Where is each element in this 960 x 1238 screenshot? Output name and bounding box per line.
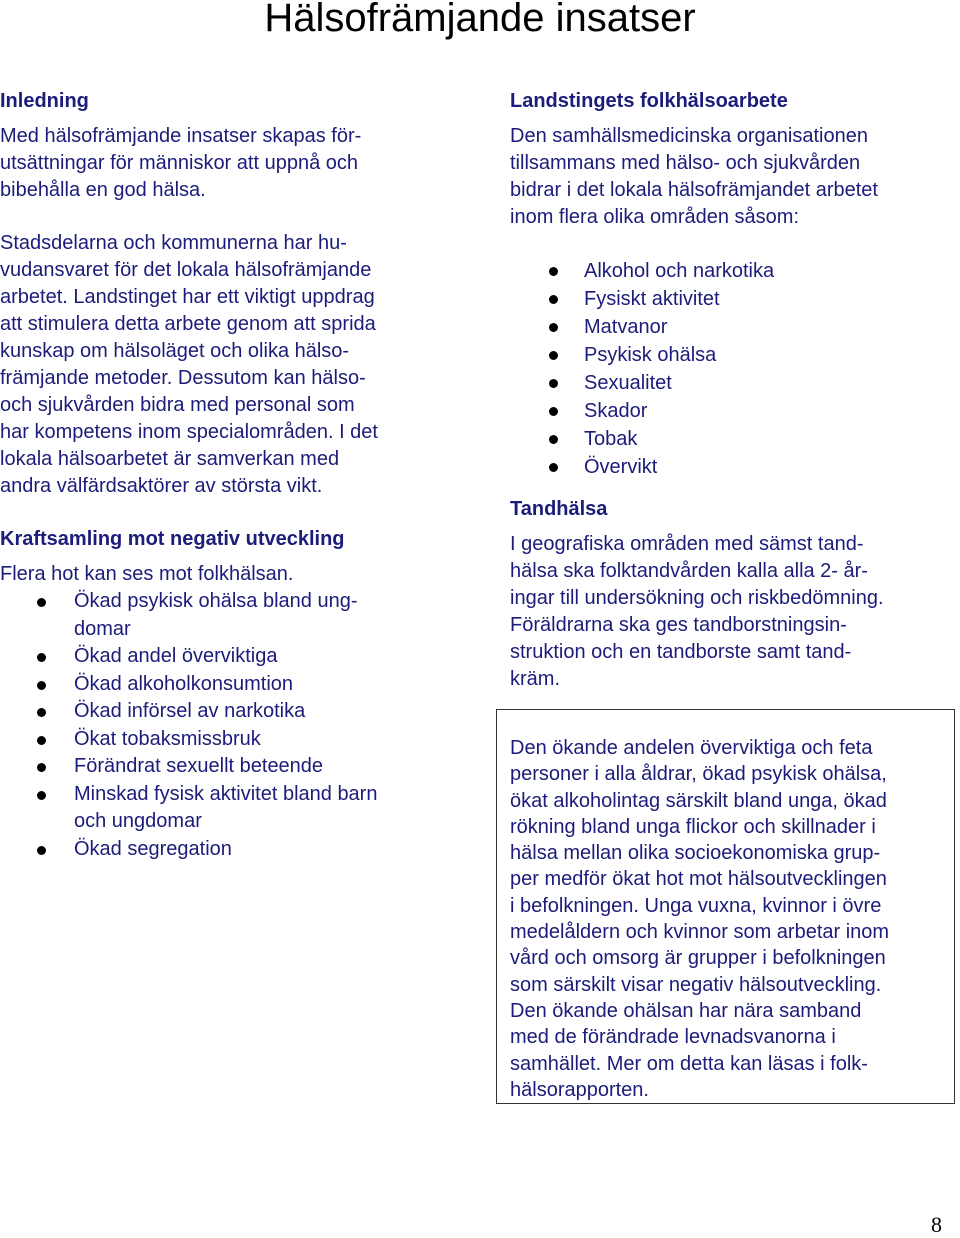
list-item	[0, 836, 470, 864]
bullet-icon	[549, 267, 558, 276]
list-item	[0, 781, 470, 836]
list-item	[510, 341, 950, 369]
list-item	[0, 753, 470, 781]
list-item	[510, 397, 950, 425]
list-item-text: Sexualitet	[584, 372, 672, 394]
list-item	[510, 425, 950, 453]
kraftsamling-heading: Kraftsamling mot negativ utveckling	[0, 528, 345, 550]
list-item-text: Ökad andel överviktiga	[74, 645, 278, 667]
bullet-icon	[37, 681, 46, 690]
tandhalsa-heading: Tandhälsa	[510, 498, 608, 520]
bullet-icon	[549, 379, 558, 388]
list-item	[510, 257, 950, 285]
list-item	[510, 453, 950, 481]
tandhalsa-paragraph: I geografiska områden med sämst tand- hälsa ska folktandvården kalla alla 2- år- ingar till undersökning och riskbedömning. Föräldrarna ska ges tandborstningsin- struktion och en tandborste samt tand- kräm.	[510, 533, 884, 690]
landsting-paragraph: Den samhällsmedicinska organisationen tillsammans med hälso- och sjukvården bidrar i det lokala hälsofrämjandet arbetet inom flera olika områden såsom:	[510, 125, 878, 228]
list-item-text: Minskad fysisk aktivitet bland barn och ungdomar	[74, 782, 378, 832]
kraftsamling-intro: Flera hot kan ses mot folkhälsan.	[0, 563, 294, 585]
left-column	[0, 88, 470, 863]
intro-heading: Inledning	[0, 90, 89, 112]
list-item-text: Skador	[584, 400, 648, 422]
bullet-icon	[37, 598, 46, 607]
right-column	[510, 88, 950, 693]
list-item	[0, 671, 470, 699]
list-item-text: Ökad införsel av narkotika	[74, 700, 306, 722]
intro-paragraph-1: Med hälsofrämjande insatser skapas för- utsättningar för människor att uppnå och bibehålla en god hälsa.	[0, 125, 362, 201]
list-item	[0, 588, 470, 643]
list-item-text: Övervikt	[584, 456, 658, 478]
list-item	[510, 369, 950, 397]
bullet-icon	[37, 846, 46, 855]
bullet-icon	[549, 295, 558, 304]
list-item	[510, 313, 950, 341]
list-item	[0, 698, 470, 726]
threat-list	[0, 588, 470, 863]
bullet-icon	[549, 407, 558, 416]
list-item-text: Alkohol och narkotika	[584, 260, 775, 282]
list-item-text: Psykisk ohälsa	[584, 344, 717, 366]
list-item	[0, 726, 470, 754]
bullet-icon	[37, 653, 46, 662]
list-item-text: Fysiskt aktivitet	[584, 288, 720, 310]
list-item-text: Ökad alkoholkonsumtion	[74, 672, 294, 695]
bullet-icon	[37, 791, 46, 800]
list-item-text: Ökad psykisk ohälsa bland ung- domar	[74, 590, 358, 640]
list-item-text: Ökad segregation	[74, 837, 232, 860]
list-item	[510, 285, 950, 313]
landsting-heading: Landstingets folkhälsoarbete	[510, 90, 788, 112]
list-item-text: Matvanor	[584, 316, 668, 338]
intro-paragraph-2: Stadsdelarna och kommunerna har hu- vudansvaret för det lokala hälsofrämjande arbetet. Landstinget har ett viktigt uppdrag att stimulera detta arbete genom att sprida kunskap om hälsoläget och olika hälso- främjande metoder. Dessutom kan hälso- och sjukvården bidra med personal som har kompetens inom specialområden. I det lokala hälsoarbetet är samverkan med andra välfärdsaktörer av största vikt.	[0, 232, 378, 497]
list-item-text: Ökat tobaksmissbruk	[74, 727, 261, 750]
list-item	[0, 643, 470, 671]
bullet-icon	[549, 463, 558, 472]
info-box: Den ökande andelen överviktiga och feta personer i alla åldrar, ökad psykisk ohälsa, ökat alkoholintag särskilt bland unga, ökad rökning bland unga flickor och skillnader i hälsa mellan olika socioekonomiska grup- per medför ökat hot mot hälsoutvecklingen i befolkningen. Unga vuxna, kvinnor i övre medelåldern och kvinnor som arbetar inom vård och omsorg är grupper i befolkningen som särskilt visar negativ hälsoutveckling. Den ökande ohälsan har nära samband med de förändrade levnadsvanorna i samhället. Mer om detta kan läsas i folk- hälsorapporten.	[496, 709, 955, 1104]
bullet-icon	[37, 763, 46, 772]
area-list	[510, 257, 950, 481]
list-item-text: Förändrat sexuellt beteende	[74, 755, 324, 777]
bullet-icon	[549, 323, 558, 332]
bullet-icon	[549, 351, 558, 360]
page-number: 8	[931, 1212, 942, 1237]
list-item-text: Tobak	[584, 428, 638, 450]
bullet-icon	[37, 708, 46, 717]
bullet-icon	[37, 736, 46, 745]
page-title: Hälsofrämjande insatser	[264, 0, 696, 40]
bullet-icon	[549, 435, 558, 444]
